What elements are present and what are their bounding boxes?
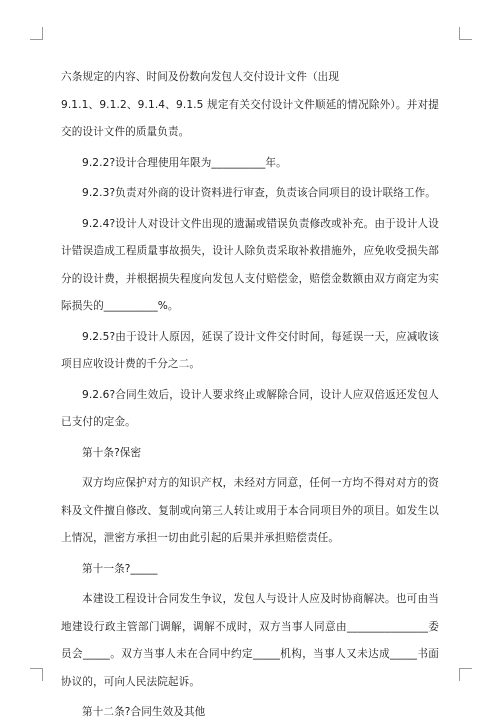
paragraph-9-2-3: 9.2.3?负责对外商的设计资料进行审查，负责该合同项目的设计联络工作。 bbox=[82, 187, 436, 199]
crop-mark-top-left bbox=[30, 27, 43, 40]
paragraph-9-2-5: 9.2.5?由于设计人原因，延误了设计文件交付时间，每延误一天，应减收该项目应收设计费的千分之二。 bbox=[61, 330, 439, 370]
paragraph-continuation: 六条规定的内容、时间及份数向发包人交付设计文件（出现 bbox=[61, 71, 340, 83]
crop-mark-bottom-right bbox=[459, 668, 472, 681]
paragraph-9-2-6: 9.2.6?合同生效后，设计人要求终止或解除合同，设计人应双倍返还发包人已支付的定金。 bbox=[61, 388, 439, 428]
paragraph-dispute-resolution: 本建设工程设计合同发生争议，发包人与设计人应及时协商解决。也可由当地建设行政主管部门调解，调解不成时，双方当事人同意由_______________委员会_____。双方当事人未在合同中约定_____机构，当事人又未达成_____书面协议的，可向人民法院起诉。 bbox=[61, 593, 439, 688]
paragraph-9-2-2: 9.2.2?设计合理使用年限为__________年。 bbox=[82, 156, 287, 169]
heading-article-12: 第十二条?合同生效及其他 bbox=[82, 706, 206, 718]
paragraph-9-2-4: 9.2.4?设计人对设计文件出现的遗漏或错误负责修改或补充。由于设计人设计错误造成工程质量事故损失，设计人除负责采取补救措施外，应免收受损失部分的设计费，并根据损失程度向发包人支付赔偿金，赔偿金数额由双方商定为实际损失的__________%。 bbox=[61, 217, 439, 312]
heading-article-10: 第十条?保密 bbox=[82, 446, 142, 459]
document-body bbox=[61, 64, 439, 727]
paragraph-confidentiality: 双方均应保护对方的知识产权，未经对方同意，任何一方均不得对对方的资料及文件擅自修改、复制或向第三人转让或用于本合同项目外的项目。如发生以上情况，泄密方承担一切由此引起的后果并承担赔偿责任。 bbox=[61, 477, 439, 544]
heading-article-11: 第十一条?_____ bbox=[82, 562, 158, 575]
paragraph-delivery-exceptions: 9.1.1、9.1.2、9.1.4、9.1.5 规定有关交付设计文件顺延的情况除外）。并对提交的设计文件的质量负责。 bbox=[61, 98, 439, 138]
crop-mark-bottom-left bbox=[30, 668, 43, 681]
crop-mark-top-right bbox=[459, 27, 472, 40]
